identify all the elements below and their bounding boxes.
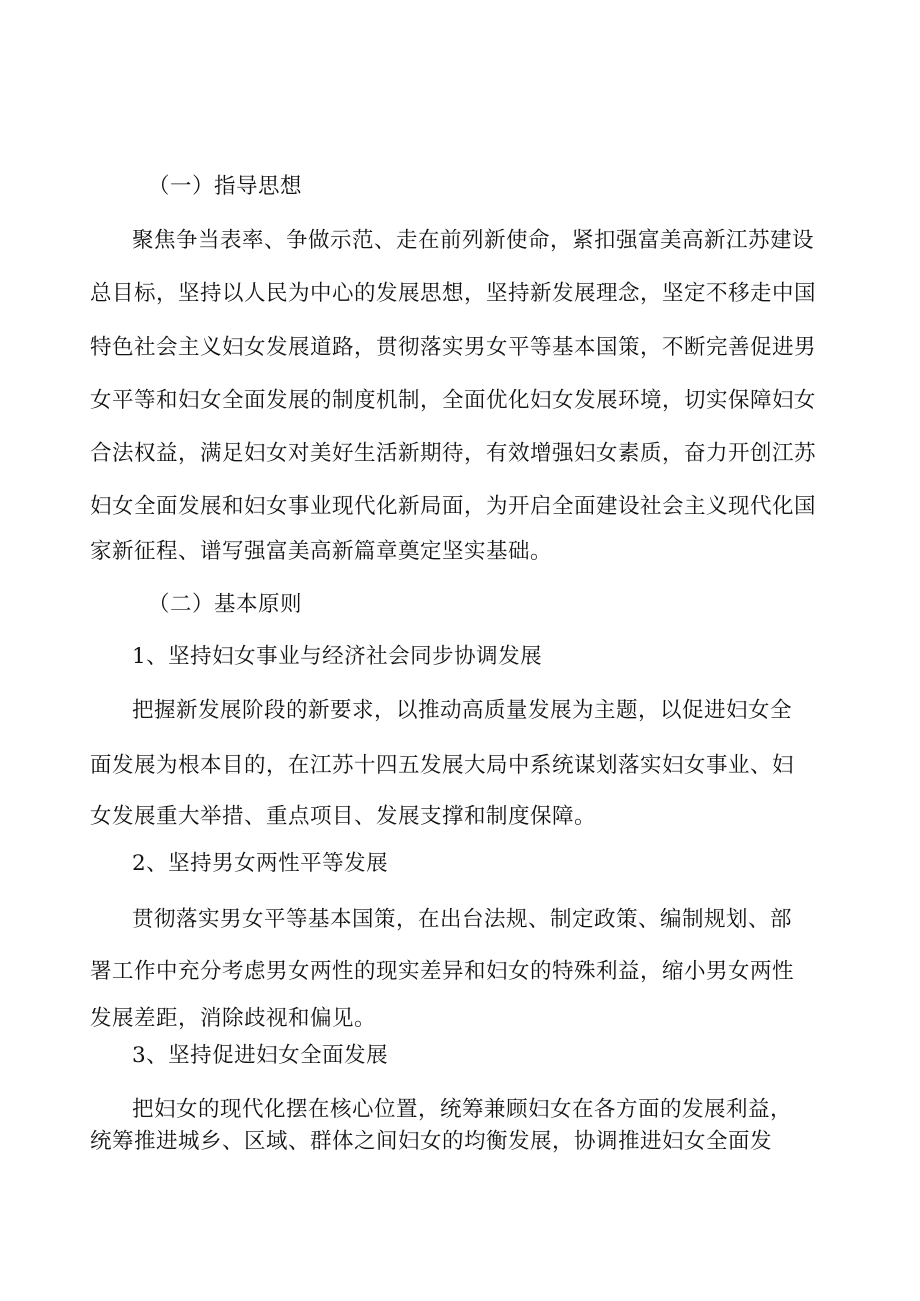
paragraph-line: 署工作中充分考虑男女两性的现实差异和妇女的特殊利益，缩小男女两性 [90, 959, 795, 984]
paragraph-line: 女平等和妇女全面发展的制度机制，全面优化妇女发展环境，切实保障妇女 [90, 388, 817, 413]
paragraph-line: 特色社会主义妇女发展道路，贯彻落实男女平等基本国策，不断完善促进男 [90, 335, 817, 360]
paragraph-line: 统筹推进城乡、区域、群体之间妇女的均衡发展，协调推进妇女全面发 [90, 1129, 773, 1154]
paragraph-line: 把握新发展阶段的新要求，以推动高质量发展为主题，以促进妇女全 [132, 698, 793, 723]
section-heading-basic-principles: （二）基本原则 [148, 592, 303, 617]
paragraph-line: 总目标，坚持以人民为中心的发展思想，坚持新发展理念，坚定不移走中国 [90, 281, 817, 306]
paragraph-line: 女发展重大举措、重点项目、发展支撑和制度保障。 [90, 804, 597, 829]
principle-title: 1、坚持妇女事业与经济社会同步协调发展 [132, 644, 543, 669]
paragraph-line: 聚焦争当表率、争做示范、走在前列新使命，紧扣强富美高新江苏建设 [132, 228, 815, 253]
paragraph-line: 妇女全面发展和妇女事业现代化新局面，为开启全面建设社会主义现代化国 [90, 494, 817, 519]
paragraph-line: 贯彻落实男女平等基本国策，在出台法规、制定政策、编制规划、部 [132, 907, 793, 932]
paragraph-line: 合法权益，满足妇女对美好生活新期待，有效增强妇女素质，奋力开创江苏 [90, 441, 817, 466]
paragraph-line: 把妇女的现代化摆在核心位置，统筹兼顾妇女在各方面的发展利益， [132, 1097, 793, 1122]
section-heading-guiding-thought: （一）指导思想 [148, 174, 303, 199]
principle-title: 2、坚持男女两性平等发展 [132, 851, 389, 876]
paragraph-line: 家新征程、谱写强富美高新篇章奠定坚实基础。 [90, 539, 553, 564]
paragraph-line: 发展差距，消除歧视和偏见。 [90, 1006, 377, 1031]
principle-title: 3、坚持促进妇女全面发展 [132, 1043, 389, 1068]
paragraph-line: 面发展为根本目的，在江苏十四五发展大局中系统谋划落实妇女事业、妇 [90, 753, 795, 778]
